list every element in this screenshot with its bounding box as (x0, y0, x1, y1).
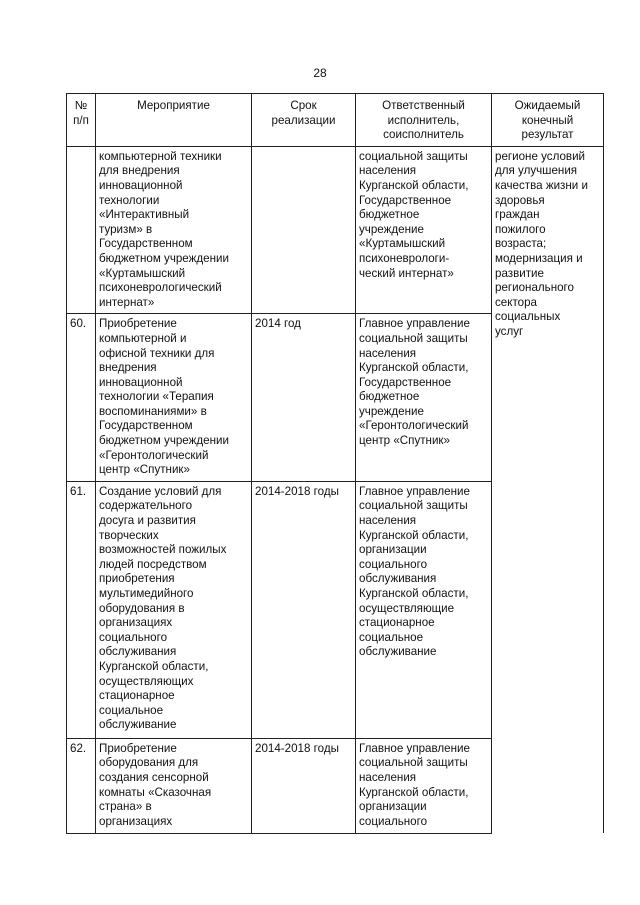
table-header-row (67, 94, 604, 147)
row-executor: Главное управление социальной защиты населения Курганской области, Государственное бюджетное учреждение «Геронтологический центр «Спутник» (356, 314, 492, 482)
row-number (67, 146, 96, 314)
row-number: 60. (67, 314, 96, 482)
row-term (252, 146, 356, 314)
header-number: № п/п (67, 94, 96, 147)
header-result: Ожидаемый конечный результат (492, 94, 604, 147)
row-activity: Приобретение оборудования для создания сенсорной комнаты «Сказочная страна» в организациях (96, 738, 252, 833)
row-activity: Создание условий для содержательного досуга и развития творческих возможностей пожилых людей посредством приобретения мультимедийного оборудования в организациях социального обслуживания Курганской области, осуществляющих стационарное социальное обслуживание (96, 481, 252, 738)
row-term: 2014 год (252, 314, 356, 482)
row-executor: Главное управление социальной защиты населения Курганской области, организации социального (356, 738, 492, 833)
row-number: 62. (67, 738, 96, 833)
row-activity: Приобретение компьютерной и офисной техники для внедрения инновационной технологии «Терапия воспоминаниями» в Государственном бюджетном учреждении «Геронтологический центр «Спутник» (96, 314, 252, 482)
table-row (67, 146, 604, 314)
row-term: 2014-2018 годы (252, 738, 356, 833)
header-term: Срок реализации (252, 94, 356, 147)
row-result: регионе условий для улучшения качества жизни и здоровья граждан пожилого возраста; модернизация и развитие регионального сектора социальных услуг (492, 146, 604, 833)
page-number: 28 (313, 66, 327, 80)
activities-table (66, 93, 604, 834)
row-activity: компьютерной техники для внедрения инновационной технологии «Интерактивный туризм» в Государственном бюджетном учреждении «Куртамышский психоневрологический интернат» (96, 146, 252, 314)
header-activity: Мероприятие (96, 94, 252, 147)
row-term: 2014-2018 годы (252, 481, 356, 738)
header-executor: Ответственный исполнитель, соисполнитель (356, 94, 492, 147)
row-executor: Главное управление социальной защиты населения Курганской области, организации социального обслуживания Курганской области, осуществляющие стационарное социальное обслуживание (356, 481, 492, 738)
row-number: 61. (67, 481, 96, 738)
row-executor: социальной защиты населения Курганской области, Государственное бюджетное учреждение «Куртамышский психоневрологи- ческий интернат» (356, 146, 492, 314)
